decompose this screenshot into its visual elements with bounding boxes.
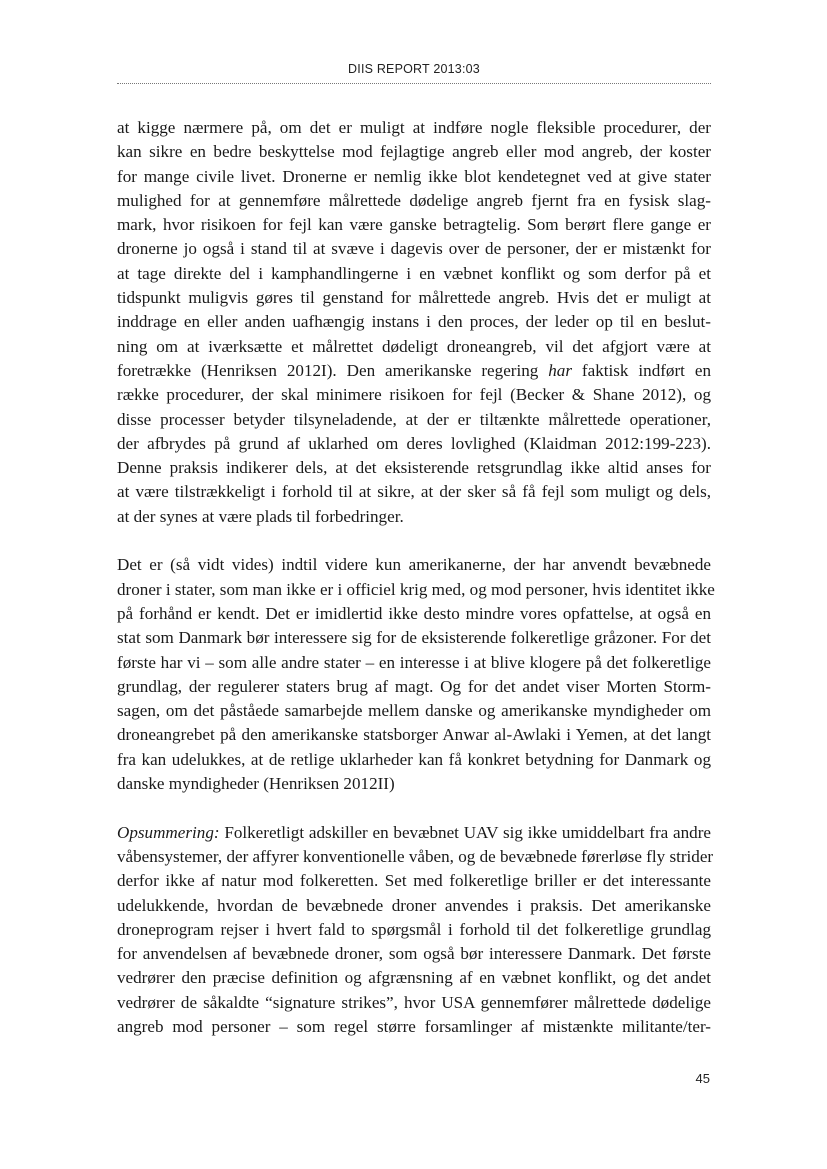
paragraph-1 — [117, 116, 711, 529]
text-line: angreb mod personer – som regel større forsamlinger af mistænkte militante/ter- — [117, 1016, 711, 1036]
text-line: danske myndigheder (Henriksen 2012II) — [117, 774, 395, 794]
text-line: for anvendelsen af bevæbnede droner, som også bør interessere Danmark. Det første — [117, 944, 711, 964]
text-line: Denne praksis indikerer dels, at det eksisterende retsgrundlag ikke altid anses for — [117, 458, 711, 478]
text-segment: Folkeretligt adskiller en bevæbnet UAV sig ikke umiddelbart fra andre — [219, 822, 711, 842]
text-line: tidspunkt muligvis gøres til genstand for målrettede angreb. Hvis det er muligt at — [117, 288, 711, 308]
text-line: stat som Danmark bør interessere sig for de eksisterende folkeretlige gråzoner. For det — [117, 628, 711, 648]
text-line: på forhånd er kendt. Det er imidlertid ikke desto mindre vores opfattelse, at også en — [117, 603, 711, 623]
text-line: ning om at iværksætte et målrettet dødeligt droneangreb, vil det afgjort være at — [117, 336, 711, 356]
text-line: grundlag, der regulerer staters brug af magt. Og for det andet viser Morten Storm- — [117, 676, 711, 696]
text-line: at kigge nærmere på, om det er muligt at indføre nogle fleksible procedurer, der — [117, 118, 711, 137]
text-segment: faktisk indført en — [572, 360, 711, 380]
text-line: række procedurer, der skal minimere risikoen for fejl (Becker & Shane 2012), og — [117, 385, 711, 405]
text-line: at der synes at være plads til forbedringer. — [117, 506, 404, 526]
text-line: fra kan udelukkes, at de retlige uklarheder kan få konkret betydning for Danmark og — [117, 749, 711, 769]
body-text — [117, 116, 715, 1039]
text-line: at tage direkte del i kamphandlingerne i en væbnet konflikt og som derfor på et — [117, 263, 711, 283]
page-number: 45 — [695, 1071, 710, 1086]
text-line: udelukkende, hvordan de bevæbnede droner anvendes i praksis. Det amerikanske — [117, 895, 711, 915]
text-line: mulighed for at gennemføre målrettede dødelige angreb fjernt fra en fysisk slag- — [117, 190, 711, 210]
paragraph-2 — [117, 553, 715, 796]
text-line: for mange civile livet. Dronerne er nemlig ikke blot kendetegnet ved at give stater — [117, 166, 711, 186]
paragraph-summary — [117, 821, 714, 1040]
text-line: disse processer betyder tilsyneladende, at der er tiltænkte målrettede operationer, — [117, 409, 711, 429]
text-line: Det er (så vidt vides) indtil videre kun amerikanerne, der har anvendt bevæbnede — [117, 555, 711, 575]
text-line — [117, 821, 711, 845]
text-line: droneangrebet på den amerikanske statsborger Anwar al-Awlaki i Yemen, at det langt — [117, 725, 711, 745]
running-header: DIIS REPORT 2013:03 — [348, 62, 480, 76]
text-line: vedrører den præcise definition og afgrænsning af en væbnet konflikt, og det andet — [117, 968, 711, 988]
text-line: dronerne jo også i stand til at svæve i dagevis over de personer, der er mistænkt for — [117, 239, 711, 259]
text-line: vedrører de såkaldte “signature strikes”, hvor USA gennemfører målrettede dødelige — [117, 992, 711, 1012]
text-line: droner i stater, som man ikke er i officiel krig med, og mod personer, hvis identitet ikke — [117, 579, 715, 599]
text-line: droneprogram rejser i hvert fald to spørgsmål i forhold til det folkeretlige grundlag — [117, 919, 711, 939]
text-line: mark, hvor risikoen for fejl kan være ganske betragtelig. Som berørt flere gange er — [117, 215, 711, 235]
text-line: kan sikre en bedre beskyttelse mod fejlagtige angreb eller mod angreb, der koster — [117, 142, 711, 162]
text-line: inddrage en eller anden uafhængig instans i den proces, der leder op til en beslut- — [117, 312, 711, 332]
text-line: sagen, om det påståede samarbejde mellem danske og amerikanske myndigheder om — [117, 701, 711, 721]
text-line — [117, 359, 711, 383]
text-line: første har vi – som alle andre stater – en interesse i at blive klogere på det folkeretlige — [117, 652, 711, 672]
summary-lead: Opsummering: — [117, 822, 220, 842]
text-segment: foretrække (Henriksen 2012I). Den amerikanske regering — [117, 360, 549, 380]
text-line: der afbrydes på grund af uklarhed om deres lovlighed (Klaidman 2012:199-223). — [117, 433, 711, 453]
header-divider — [117, 83, 711, 84]
text-line: derfor ikke af natur mod folkeretten. Set med folkeretlige briller er det interessante — [117, 871, 711, 891]
text-line: våbensystemer, der affyrer konventionelle våben, og de bevæbnede førerløse fly strider — [117, 846, 714, 866]
emphasis-text: har — [548, 360, 572, 380]
text-line: at være tilstrækkeligt i forhold til at sikre, at der sker så få fejl som muligt og dels, — [117, 482, 711, 502]
